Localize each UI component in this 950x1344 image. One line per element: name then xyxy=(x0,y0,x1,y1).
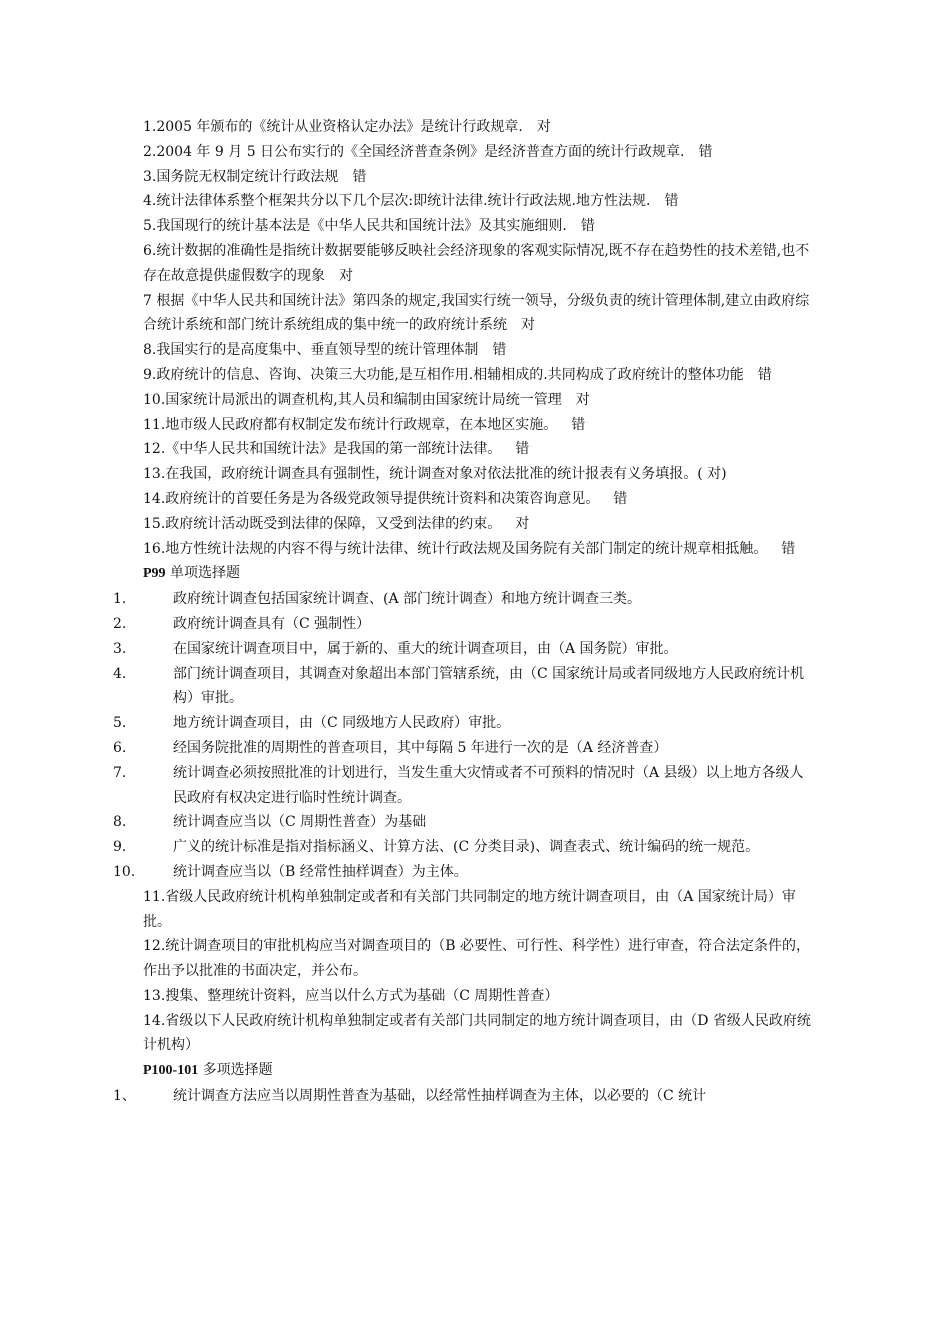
tf-answer: 错 xyxy=(580,218,595,235)
question-item: 12.统计调查项目的审批机构应当对调查项目的（B 必要性、可行性、科学性）进行审查，符合法定条件的，作出予以批准的书面决定，并公布。 xyxy=(143,938,811,980)
question-item xyxy=(113,662,811,712)
tf-question: 14.政府统计的首要任务是为各级党政领导提供统计资料和决策咨询意见。 xyxy=(143,490,600,507)
tf-item xyxy=(143,214,811,239)
question-item: 11.省级人民政府统计机构单独制定或者和有关部门共同制定的地方统计调查项目，由（A 国家统计局）审批。 xyxy=(143,888,796,930)
tf-answer: 错 xyxy=(571,416,586,433)
question-text: 统计调查必须按照批准的计划进行，当发生重大灾情或者不可预料的情况时（A 县级）以上地方各级人民政府有权决定进行临时性统计调查。 xyxy=(173,764,804,806)
tf-answer: 对 xyxy=(575,391,590,408)
tf-question: 8.我国实行的是高度集中、垂直领导型的统计管理体制 xyxy=(143,342,479,359)
tf-item xyxy=(143,462,811,487)
tf-question: 5.我国现行的统计基本法是《中华人民共和国统计法》及其实施细则. xyxy=(143,218,567,235)
tf-item xyxy=(143,289,811,339)
question-item: 14.省级以下人民政府统计机构单独制定或者有关部门共同制定的地方统计调查项目，由（D 省级人民政府统计机构） xyxy=(143,1012,811,1054)
tf-item xyxy=(143,115,811,140)
tf-answer: 错 xyxy=(698,143,713,160)
question-number: 5. xyxy=(113,715,127,732)
single-choice-heading: P99 单项选择题 xyxy=(143,565,241,582)
multi-choice-heading: P100-101 多项选择题 xyxy=(143,1062,273,1079)
question-number: 4. xyxy=(113,665,127,682)
tf-question: 4.统计法律体系整个框架共分以下几个层次:即统计法律.统计行政法规.地方性法规. xyxy=(143,193,651,210)
question-text: 统计调查应当以（C 周期性普查）为基础 xyxy=(173,814,427,831)
tf-answer: 错 xyxy=(613,490,628,507)
question-number: 3. xyxy=(113,640,127,657)
tf-answer: 错 xyxy=(781,540,796,557)
tf-question: 15.政府统计活动既受到法律的保障，又受到法律的约束。 xyxy=(143,515,502,532)
tf-answer: 错 xyxy=(664,193,679,210)
question-item xyxy=(113,835,811,860)
tf-item xyxy=(143,512,811,537)
question-text: 经国务院批准的周期性的普查项目，其中每隔 5 年进行一次的是（A 经济普查） xyxy=(173,739,668,756)
tf-item xyxy=(143,537,811,562)
question-item xyxy=(113,587,811,612)
tf-answer: 对 xyxy=(536,119,551,135)
tf-answer: 错 xyxy=(515,441,530,458)
question-text: 政府统计调查包括国家统计调查、(A 部门统计调查）和地方统计调查三类。 xyxy=(173,591,642,608)
question-item xyxy=(113,612,811,637)
tf-answer: 错 xyxy=(757,366,772,383)
tf-item xyxy=(143,140,811,165)
tf-item xyxy=(143,189,811,214)
tf-answer: 错 xyxy=(492,342,507,359)
tf-item xyxy=(143,363,811,388)
question-number: 7. xyxy=(113,764,127,781)
question-text: 统计调查方法应当以周期性普查为基础，以经常性抽样调查为主体，以必要的（C 统计 xyxy=(173,1088,707,1105)
tf-item xyxy=(143,165,811,190)
tf-item xyxy=(143,239,811,289)
question-number: 2. xyxy=(113,615,127,632)
tf-question: 2.2004 年 9 月 5 日公布实行的《全国经济普查条例》是经济普查方面的统计行政规章. xyxy=(143,143,685,160)
tf-answer: 对 xyxy=(339,267,353,284)
question-number: 8. xyxy=(113,814,127,831)
question-text: 政府统计调查具有（C 强制性） xyxy=(173,615,371,632)
tf-question: 3.国务院无权制定统计行政法规 xyxy=(143,168,339,185)
single-choice-extra-list xyxy=(143,885,811,1059)
question-number: 1、 xyxy=(113,1088,136,1105)
tf-item xyxy=(143,487,811,512)
tf-answer: 对 xyxy=(521,317,535,334)
question-text: 地方统计调查项目，由（C 同级地方人民政府）审批。 xyxy=(173,715,511,732)
tf-answer: 对 xyxy=(515,515,530,532)
document-body xyxy=(113,115,811,1109)
question-number: 9. xyxy=(113,839,127,856)
question-text: 部门统计调查项目，其调查对象超出本部门管辖系统，由（C 国家统计局或者同级地方人民政府统计机构）审批。 xyxy=(173,665,805,707)
tf-item xyxy=(143,437,811,462)
question-number: 6. xyxy=(113,739,127,756)
question-text: 广义的统计标准是指对指标涵义、计算方法、(C 分类目录)、调查表式、统计编码的统一规范。 xyxy=(173,839,760,856)
question-number: 1. xyxy=(113,591,127,608)
tf-question: 9.政府统计的信息、咨询、决策三大功能,是互相作用.相辅相成的.共同构成了政府统计的整体功能 xyxy=(143,366,744,383)
true-false-section xyxy=(143,115,811,561)
question-number: 10. xyxy=(113,863,136,880)
question-item xyxy=(113,860,811,885)
question-item xyxy=(113,1084,811,1109)
tf-question: 7 根据《中华人民共和国统计法》第四条的规定,我国实行统一领导，分级负责的统计管理体制,建立由政府综合统计系统和部门统计系统组成的集中统一的政府统计系统 xyxy=(143,292,810,334)
question-text: 统计调查应当以（B 经常性抽样调查）为主体。 xyxy=(173,863,468,880)
question-item xyxy=(113,711,811,736)
single-choice-list xyxy=(113,587,811,885)
tf-item xyxy=(143,388,811,413)
tf-question: 6.统计数据的准确性是指统计数据要能够反映社会经济现象的客观实际情况,既不存在趋势性的技术差错,也不存在故意提供虚假数字的现象 xyxy=(143,242,810,284)
tf-answer: 错 xyxy=(352,168,367,185)
question-item xyxy=(113,810,811,835)
question-text: 在国家统计调查项目中，属于新的、重大的统计调查项目，由（A 国务院）审批。 xyxy=(173,640,678,657)
question-item: 13.搜集、整理统计资料，应当以什么方式为基础（C 周期性普查） xyxy=(143,987,559,1004)
multi-choice-list xyxy=(113,1084,811,1109)
tf-question: 12.《中华人民共和国统计法》是我国的第一部统计法律。 xyxy=(143,441,502,458)
tf-question: 16.地方性统计法规的内容不得与统计法律、统计行政法规及国务院有关部门制定的统计规章相抵触。 xyxy=(143,540,768,557)
tf-question: 10.国家统计局派出的调查机构,其人员和编制由国家统计局统一管理 xyxy=(143,391,562,408)
question-item xyxy=(113,637,811,662)
question-item xyxy=(113,761,811,811)
tf-item xyxy=(143,338,811,363)
tf-item xyxy=(143,413,811,438)
question-item xyxy=(113,736,811,761)
tf-question: 1.2005 年颁布的《统计从业资格认定办法》是统计行政规章. xyxy=(143,119,523,135)
tf-question: 13.在我国，政府统计调查具有强制性，统计调查对象对依法批准的统计报表有义务填报。( 对) xyxy=(143,466,727,483)
tf-question: 11.地市级人民政府都有权制定发布统计行政规章，在本地区实施。 xyxy=(143,416,558,433)
